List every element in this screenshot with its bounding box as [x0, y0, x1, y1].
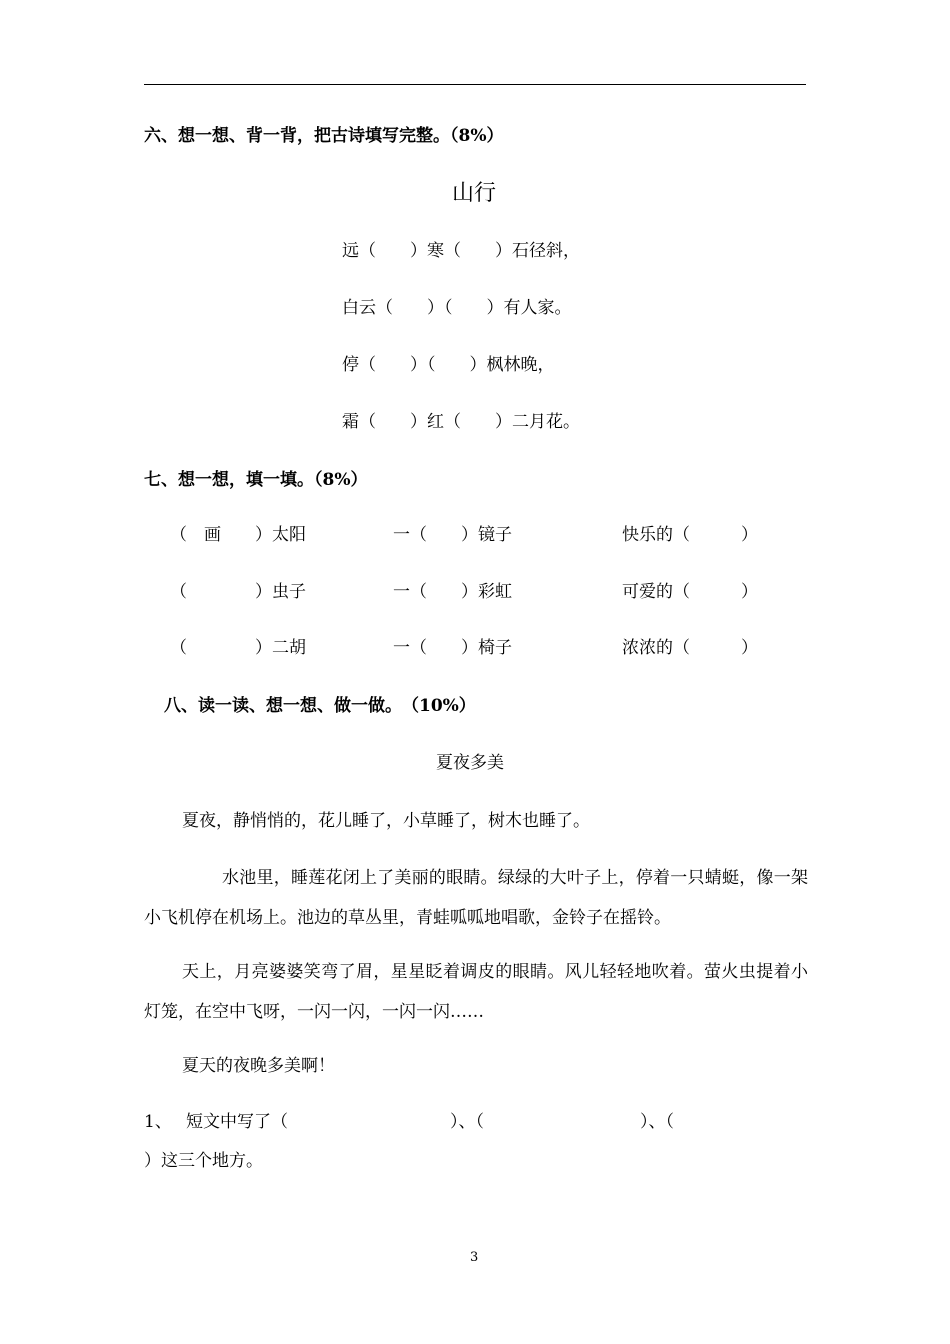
- section8-heading: 八、读一读、想一想、做一做。 （10%）: [164, 696, 476, 716]
- question-text: ）、（: [450, 1112, 484, 1132]
- fill-cell: （ ）虫子: [170, 582, 306, 602]
- section6-heading: 六、想一想、背一背，把古诗填写完整。（8%）: [144, 126, 504, 146]
- question-text: ）、（: [640, 1112, 674, 1132]
- fill-cell: 快乐的（ ）: [622, 525, 758, 545]
- poem-line-1: 远（ ）寒（ ）石径斜，: [342, 241, 580, 261]
- fill-cell: 浓浓的（ ）: [622, 638, 758, 658]
- fill-cell: 一（ ）彩虹: [393, 582, 512, 602]
- poem-line-2: 白云（ ）（ ）有人家。: [342, 298, 572, 318]
- fill-cell: 一（ ）椅子: [393, 638, 512, 658]
- poem-title: 山行: [452, 181, 497, 206]
- fill-cell: （ 画 ）太阳: [170, 525, 306, 545]
- passage-paragraph-1: 夏夜，静悄悄的，花儿睡了，小草睡了，树木也睡了。: [182, 811, 590, 831]
- header-rule: [144, 84, 806, 85]
- fill-cell: 可爱的（ ）: [622, 582, 758, 602]
- question-text: 短文中写了（: [186, 1112, 288, 1132]
- passage-paragraph-3: 天上，月亮婆婆笑弯了眉，星星眨着调皮的眼睛。风儿轻轻地吹着。萤火虫提着小灯笼，在空中飞呀，一闪一闪，一闪一闪……: [144, 962, 808, 1022]
- question-number: 1、: [144, 1112, 172, 1132]
- poem-line-3: 停（ ）（ ）枫林晚，: [342, 355, 555, 375]
- passage-paragraph-2: 水池里，睡莲花闭上了美丽的眼睛。绿绿的大叶子上，停着一只蜻蜓，像一架小飞机停在机场上。池边的草丛里，青蛙呱呱地唱歌，金铃子在摇铃。: [144, 868, 808, 928]
- poem-line-4: 霜（ ）红（ ）二月花。: [342, 412, 580, 432]
- passage-title: 夏夜多美: [436, 753, 504, 773]
- fill-cell: 一（ ）镜子: [393, 525, 512, 545]
- passage-paragraph-4: 夏天的夜晚多美啊！: [182, 1056, 335, 1076]
- fill-cell: （ ）二胡: [170, 638, 306, 658]
- page-number: 3: [470, 1250, 479, 1265]
- section7-heading: 七、想一想，填一填。（8%）: [144, 470, 368, 490]
- question-text: ）这三个地方。: [144, 1151, 263, 1171]
